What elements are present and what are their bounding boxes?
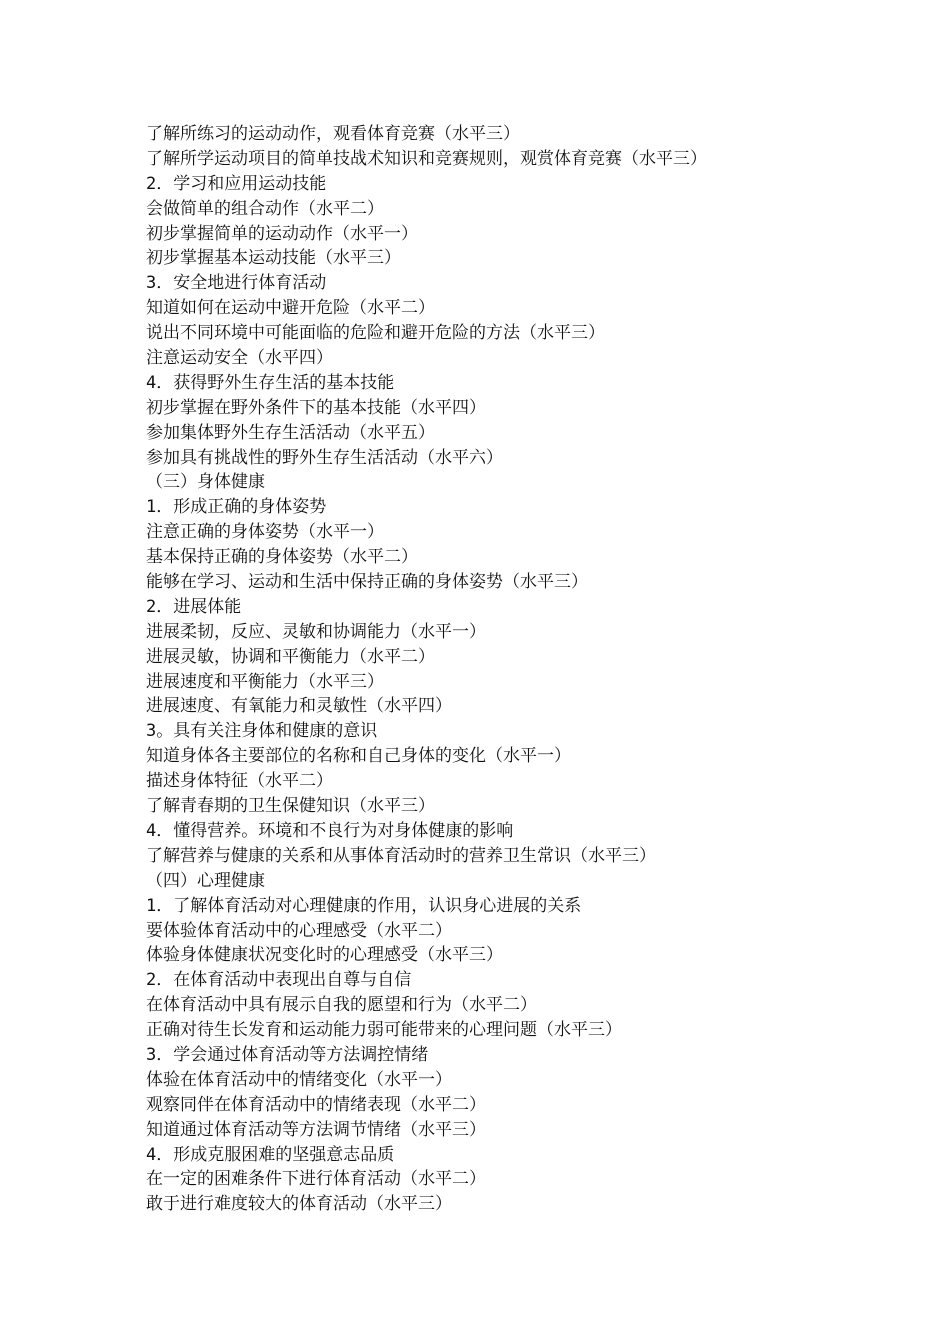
document-line: 4．懂得营养。环境和不良行为对身体健康的影响 bbox=[146, 820, 514, 841]
document-line: 正确对待生长发育和运动能力弱可能带来的心理问题（水平三） bbox=[146, 1020, 622, 1041]
document-line: 参加集体野外生存生活活动（水平五） bbox=[146, 422, 435, 443]
document-line: 会做简单的组合动作（水平二） bbox=[146, 198, 384, 219]
document-line: 描述身体特征（水平二） bbox=[146, 771, 333, 792]
document-line: 注意运动安全（水平四） bbox=[146, 348, 333, 369]
document-line: 2．进展体能 bbox=[146, 596, 242, 617]
document-line: 1．了解体育活动对心理健康的作用，认识身心进展的关系 bbox=[146, 895, 582, 916]
document-line: 了解所学运动项目的简单技战术知识和竞赛规则，观赏体育竞赛（水平三） bbox=[146, 148, 707, 169]
document-line: 在一定的困难条件下进行体育活动（水平二） bbox=[146, 1169, 486, 1190]
document-line: 知道身体各主要部位的名称和自己身体的变化（水平一） bbox=[146, 746, 571, 767]
document-line: 了解所练习的运动动作，观看体育竞赛（水平三） bbox=[146, 124, 520, 144]
document-line: （三）身体健康 bbox=[146, 472, 265, 493]
document-line: 敢于进行难度较大的体育活动（水平三） bbox=[146, 1194, 452, 1215]
document-line: 知道通过体育活动等方法调节情绪（水平三） bbox=[146, 1119, 486, 1140]
document-line: 在体育活动中具有展示自我的愿望和行为（水平二） bbox=[146, 995, 537, 1016]
document-line: 能够在学习、运动和生活中保持正确的身体姿势（水平三） bbox=[146, 572, 588, 593]
document-line: 知道如何在运动中避开危险（水平二） bbox=[146, 298, 435, 319]
document-line: 2．学习和应用运动技能 bbox=[146, 173, 327, 194]
document-line: 3．学会通过体育活动等方法调控情绪 bbox=[146, 1044, 429, 1065]
document-line: 2．在体育活动中表现出自尊与自信 bbox=[146, 970, 412, 991]
document-line: 体验在体育活动中的情绪变化（水平一） bbox=[146, 1069, 452, 1090]
document-line: 注意正确的身体姿势（水平一） bbox=[146, 522, 384, 543]
document-line: 初步掌握在野外条件下的基本技能（水平四） bbox=[146, 397, 486, 418]
document-line: 了解营养与健康的关系和从事体育活动时的营养卫生常识（水平三） bbox=[146, 845, 656, 866]
document-line: 体验身体健康状况变化时的心理感受（水平三） bbox=[146, 945, 503, 966]
document-line: 4．获得野外生存生活的基本技能 bbox=[146, 372, 395, 393]
document-line: 4．形成克服困难的坚强意志品质 bbox=[146, 1144, 395, 1165]
document-line: 3。具有关注身体和健康的意识 bbox=[146, 721, 378, 742]
document-body bbox=[146, 122, 926, 1217]
document-line: 1．形成正确的身体姿势 bbox=[146, 497, 327, 518]
document-line: 了解青春期的卫生保健知识（水平三） bbox=[146, 796, 435, 817]
document-line: 初步掌握简单的运动动作（水平一） bbox=[146, 223, 418, 244]
document-line: 进展速度和平衡能力（水平三） bbox=[146, 671, 384, 692]
document-line: 观察同伴在体育活动中的情绪表现（水平二） bbox=[146, 1094, 486, 1115]
document-line: 3．安全地进行体育活动 bbox=[146, 273, 327, 294]
document-line: 参加具有挑战性的野外生存生活活动（水平六） bbox=[146, 447, 503, 468]
document-line: 要体验体育活动中的心理感受（水平二） bbox=[146, 920, 452, 941]
document-line: 初步掌握基本运动技能（水平三） bbox=[146, 248, 401, 269]
document-line: 进展灵敏，协调和平衡能力（水平二） bbox=[146, 646, 435, 667]
document-line: 说出不同环境中可能面临的危险和避开危险的方法（水平三） bbox=[146, 323, 605, 344]
document-line: 基本保持正确的身体姿势（水平二） bbox=[146, 547, 418, 568]
document-line: 进展速度、有氧能力和灵敏性（水平四） bbox=[146, 696, 452, 717]
document-line: （四）心理健康 bbox=[146, 870, 265, 891]
document-line: 进展柔韧，反应、灵敏和协调能力（水平一） bbox=[146, 621, 486, 642]
